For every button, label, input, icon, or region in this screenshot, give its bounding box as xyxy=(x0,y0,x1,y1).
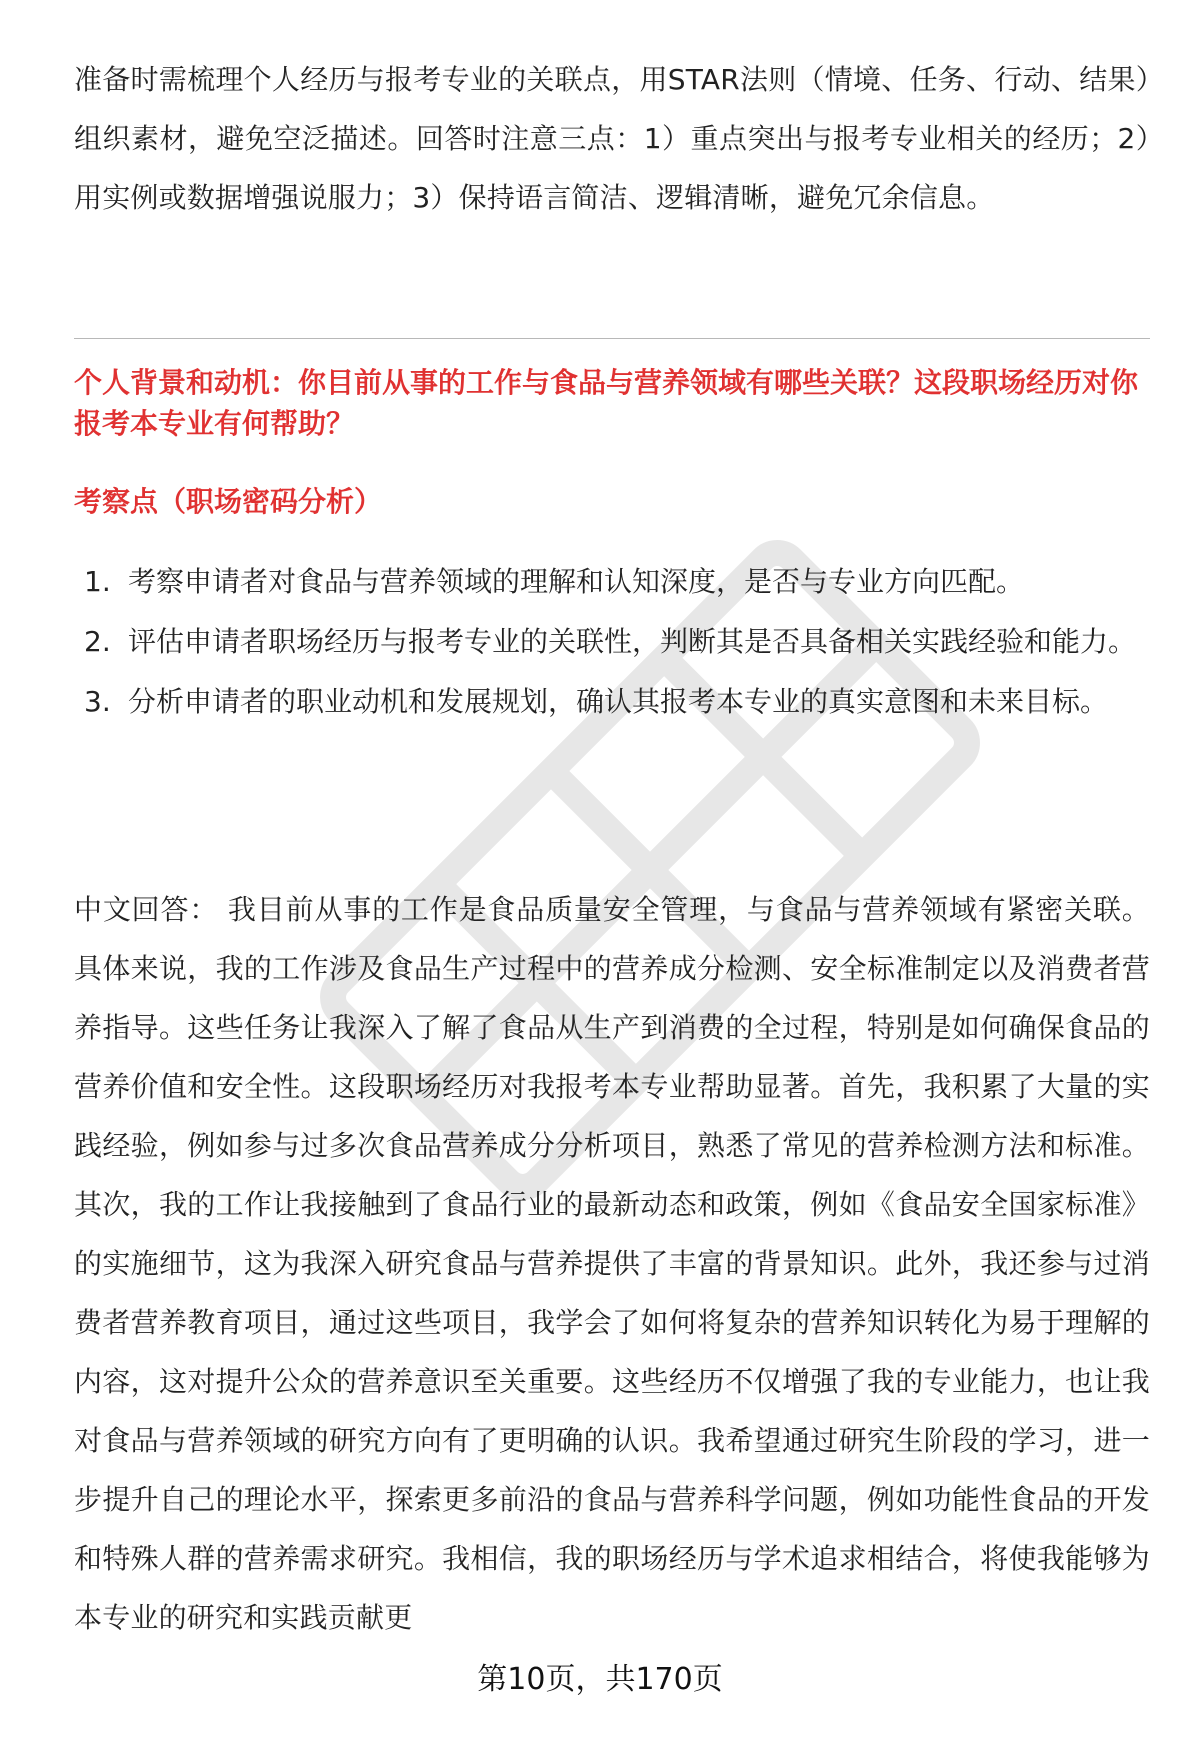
list-item-number: 1. xyxy=(84,565,111,598)
list-item-text: 考察申请者对食品与营养领域的理解和认知深度，是否与专业方向匹配。 xyxy=(128,565,1025,598)
answer-paragraph: 中文回答： 我目前从事的工作是食品质量安全管理，与食品与营养领域有紧密关联。具体来说，我的工作涉及食品生产过程中的营养成分检测、安全标准制定以及消费者营养指导。这些任务让我深入了解了食品从生产到消费的全过程，特别是如何确保食品的营养价值和安全性。这段职场经历对我报考本专业帮助显著。首先，我积累了大量的实践经验，例如参与过多次食品营养成分分析项目，熟悉了常见的营养检测方法和标准。其次，我的工作让我接触到了食品行业的最新动态和政策，例如《食品安全国家标准》的实施细节，这为我深入研究食品与营养提供了丰富的背景知识。此外，我还参与过消费者营养教育项目，通过这些项目，我学会了如何将复杂的营养知识转化为易于理解的内容，这对提升公众的营养意识至关重要。这些经历不仅增强了我的专业能力，也让我对食品与营养领域的研究方向有了更明确的认识。我希望通过研究生阶段的学习，进一步提升自己的理论水平，探索更多前沿的食品与营养科学问题，例如功能性食品的开发和特殊人群的营养需求研究。我相信，我的职场经历与学术追求相结合，将使我能够为本专业的研究和实践贡献更 xyxy=(74,893,1150,1634)
list-item-text: 分析申请者的职业动机和发展规划，确认其报考本专业的真实意图和未来目标。 xyxy=(128,685,1109,718)
intro-paragraph: 准备时需梳理个人经历与报考专业的关联点，用STAR法则（情境、任务、行动、结果）组织素材，避免空泛描述。回答时注意三点：1）重点突出与报考专业相关的经历；2）用实例或数据增强说服力；3）保持语言简洁、逻辑清晰，避免冗余信息。 xyxy=(74,63,1150,214)
list-item xyxy=(74,672,1150,732)
analysis-heading: 考察点（职场密码分析） xyxy=(74,485,383,518)
list-item xyxy=(74,552,1150,612)
list-item-number: 2. xyxy=(84,625,111,658)
analysis-list xyxy=(74,552,1150,732)
question-title: 个人背景和动机：你目前从事的工作与食品与营养领域有哪些关联？这段职场经历对你报考本专业有何帮助？ xyxy=(74,366,1139,440)
page-number-footer: 第10页，共170页 xyxy=(477,1662,723,1697)
list-item-text: 评估申请者职场经历与报考专业的关联性，判断其是否具备相关实践经验和能力。 xyxy=(128,625,1137,658)
list-item xyxy=(74,612,1150,672)
section-divider xyxy=(74,338,1150,339)
list-item-number: 3. xyxy=(84,685,111,718)
